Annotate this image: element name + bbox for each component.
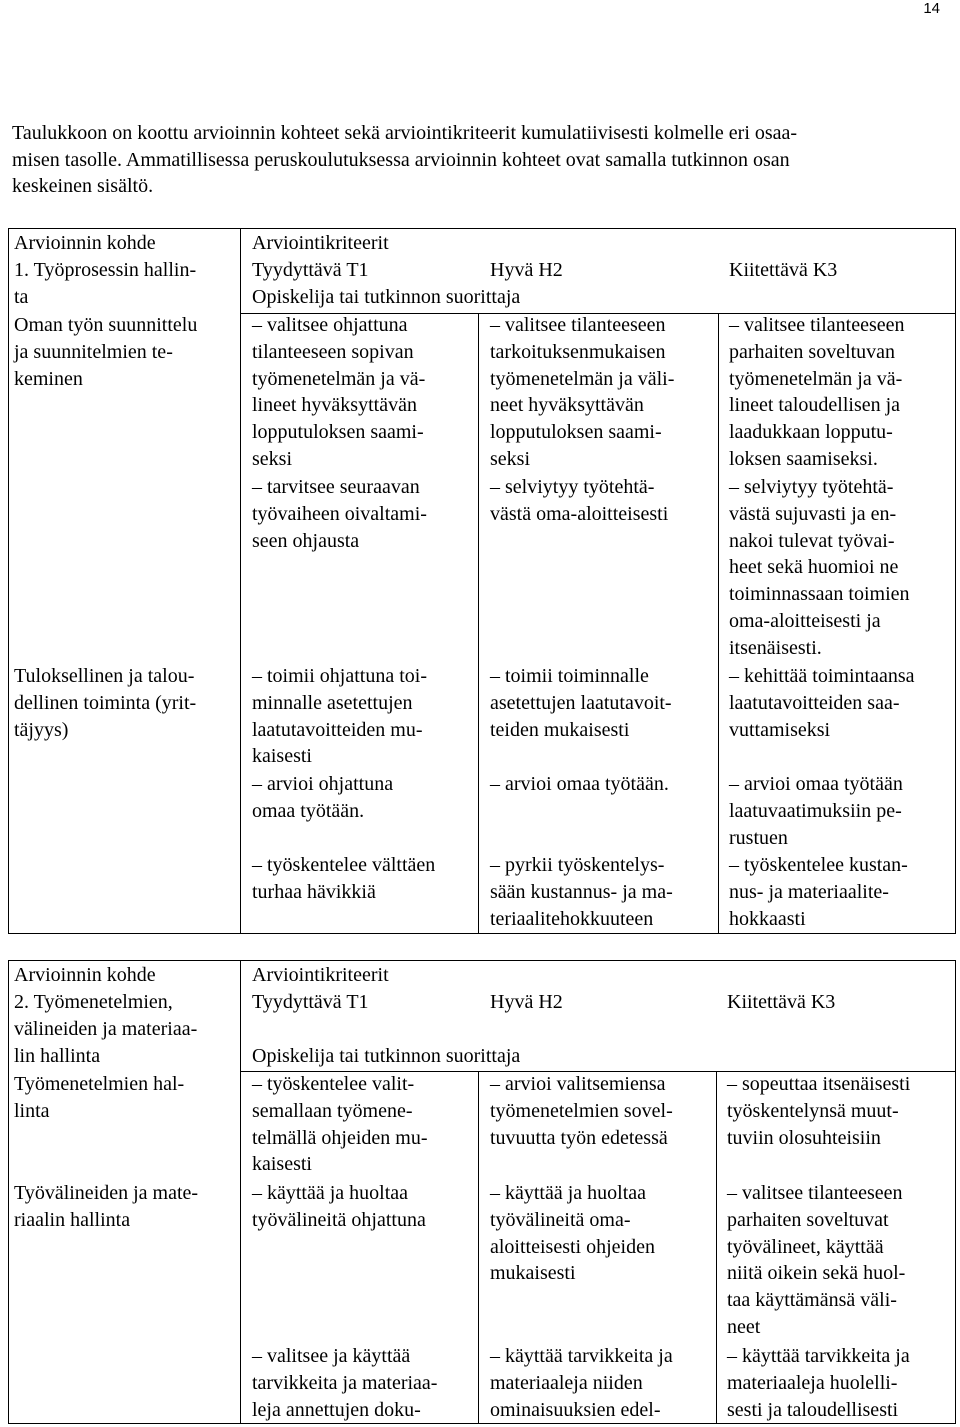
criterion-h2	[490, 771, 669, 798]
subject-label: Opiskelija tai tutkinnon suorittaja	[252, 1045, 521, 1067]
criterion-k3	[729, 852, 908, 932]
target-line: ja suunnitelmien te-	[14, 340, 173, 363]
criterion-t1	[252, 1343, 437, 1423]
criterion-line: – sopeuttaa itsenäisesti	[727, 1073, 911, 1095]
target-line: keminen	[14, 367, 83, 390]
criterion-k3	[727, 1071, 910, 1151]
criterion-line: oma-aloitteisesti ja	[729, 609, 881, 632]
criterion-line: tarvikkeita ja materiaa-	[252, 1371, 438, 1394]
criterion-line: lineet taloudellisen ja	[729, 394, 901, 417]
criterion-line: seen ohjausta	[252, 529, 360, 552]
criterion-h2	[490, 1343, 673, 1423]
criterion-line: – toimii ohjattuna toi-	[252, 665, 427, 687]
target-line: Työmenetelmien hal-	[14, 1073, 185, 1095]
header-arvioinnin-kohde: Arvioinnin kohde	[14, 964, 156, 986]
level-t1: Tyydyttävä T1	[252, 991, 369, 1013]
criterion-line: – valitsee ja käyttää	[252, 1345, 411, 1367]
criterion-line: laatuvaatimuksiin pe-	[729, 799, 902, 822]
criterion-line: – pyrkii työskentelys-	[490, 854, 665, 876]
assessment-target	[14, 1071, 184, 1125]
criterion-line: parhaiten soveltuvat	[727, 1208, 889, 1231]
level-k3: Kiitettävä K3	[727, 991, 836, 1013]
intro-line: Taulukkoon on koottu arvioinnin kohteet sekä arviointikriteerit kumulatiivisesti kolmelle eri osaa-	[12, 122, 798, 144]
criterion-line: – arvioi omaa työtään.	[490, 773, 669, 795]
section-title-line: 1. Työprosessin hallin-	[14, 259, 197, 281]
header-arviointikriteerit: Arviointikriteerit	[252, 232, 389, 254]
criterion-line: parhaiten soveltuvan	[729, 340, 896, 363]
criterion-line: kaisesti	[252, 745, 312, 768]
criterion-line: loksen saamiseksi.	[729, 447, 878, 470]
criterion-line: minnalle asetettujen	[252, 691, 413, 714]
section-title-line: välineiden ja materiaa-	[14, 1017, 198, 1040]
criterion-line: – selviytyy työtehtä-	[729, 476, 894, 498]
criterion-line: taa käyttämänsä väli-	[727, 1289, 897, 1312]
criterion-t1	[252, 771, 393, 825]
criterion-h2	[490, 663, 672, 743]
criterion-line: tuviin olosuhteisiin	[727, 1126, 881, 1149]
criterion-t1	[252, 852, 435, 906]
criterion-line: materiaaleja huolelli-	[727, 1371, 898, 1394]
criterion-line: työvälineitä oma-	[490, 1208, 631, 1231]
target-line: täjyys)	[14, 718, 69, 741]
criterion-t1	[252, 663, 427, 770]
criterion-line: – työskentelee valit-	[252, 1073, 415, 1095]
criterion-h2	[490, 474, 668, 528]
criterion-t1	[252, 1071, 428, 1178]
criterion-line: telmällä ohjeiden mu-	[252, 1126, 428, 1149]
criterion-line: asetettujen laatutavoit-	[490, 691, 672, 714]
intro-paragraph	[12, 120, 952, 200]
criterion-line: – arvioi ohjattuna	[252, 773, 394, 795]
criterion-k3	[727, 1180, 905, 1341]
criterion-line: työvaiheen oivaltami-	[252, 502, 427, 525]
criterion-line: – käyttää tarvikkeita ja	[727, 1345, 910, 1367]
criterion-line: työvälineitä ohjattuna	[252, 1208, 426, 1231]
criterion-line: – valitsee tilanteeseen	[729, 314, 905, 336]
criterion-line: turhaa hävikkiä	[252, 880, 376, 903]
target-line: Tuloksellinen ja talou-	[14, 665, 195, 687]
criterion-line: västä sujuvasti ja en-	[729, 502, 897, 525]
criterion-line: – käyttää ja huoltaa	[252, 1182, 409, 1204]
criterion-line: työvälineet, käyttää	[727, 1235, 884, 1258]
criterion-line: työskentelynsä muut-	[727, 1099, 899, 1122]
section-title	[14, 257, 196, 311]
criterion-line: työmenetelmän ja vä-	[729, 367, 903, 390]
criterion-line: työmenetelmän ja vä-	[252, 367, 426, 390]
intro-line: misen tasolle. Ammatillisessa peruskoulutuksessa arvioinnin kohteet ovat samalla tutkinnon osan	[12, 148, 790, 171]
criterion-line: seksi	[490, 447, 530, 470]
criterion-t1	[252, 1180, 426, 1234]
criterion-line: tuvuutta työn edetessä	[490, 1126, 668, 1149]
criterion-line: aloitteisesti ohjeiden	[490, 1235, 655, 1258]
criterion-line: sesti ja taloudellisesti	[727, 1398, 899, 1421]
criterion-line: rustuen	[729, 826, 788, 849]
criterion-line: lopputuloksen saami-	[252, 421, 424, 444]
criterion-line: leja annettujen doku-	[252, 1398, 421, 1421]
criterion-line: nakoi tulevat työvai-	[729, 529, 895, 552]
criterion-line: – valitsee tilanteeseen	[490, 314, 666, 336]
criterion-line: – valitsee ohjattuna	[252, 314, 408, 336]
criterion-line: västä oma-aloitteisesti	[490, 502, 669, 525]
criterion-h2	[490, 1180, 655, 1287]
target-line: linta	[14, 1099, 50, 1122]
criterion-k3	[729, 474, 910, 662]
criterion-line: niitä oikein sekä huol-	[727, 1262, 906, 1285]
criterion-line: lineet hyväksyttävän	[252, 394, 417, 417]
criterion-line: seksi	[252, 447, 292, 470]
criterion-line: – valitsee tilanteeseen	[727, 1182, 903, 1204]
criterion-h2	[490, 312, 674, 473]
criterion-line: – toimii toiminnalle	[490, 665, 649, 687]
level-h2: Hyvä H2	[490, 991, 563, 1013]
section-title	[14, 989, 197, 1069]
criterion-h2	[490, 852, 673, 932]
criterion-line: nus- ja materiaalite-	[729, 880, 889, 903]
criterion-line: laatutavoitteiden saa-	[729, 691, 900, 714]
section-title-line: lin hallinta	[14, 1044, 101, 1067]
target-line: riaalin hallinta	[14, 1208, 131, 1231]
criterion-line: – työskentelee kustan-	[729, 854, 908, 876]
criterion-line: semallaan työmene-	[252, 1099, 413, 1122]
level-k3: Kiitettävä K3	[729, 259, 838, 281]
criterion-line: – työskentelee välttäen	[252, 854, 436, 876]
criterion-line: tilanteeseen sopivan	[252, 340, 414, 363]
criterion-line: – käyttää tarvikkeita ja	[490, 1345, 673, 1367]
criterion-line: – kehittää toimintaansa	[729, 665, 915, 687]
criterion-k3	[729, 663, 915, 743]
criterion-line: teiden mukaisesti	[490, 718, 630, 741]
criterion-line: materiaaleja niiden	[490, 1371, 643, 1394]
criterion-h2	[490, 1071, 673, 1151]
criterion-line: tarkoituksenmukaisen	[490, 340, 666, 363]
criterion-line: hokkaasti	[729, 907, 806, 930]
criterion-line: mukaisesti	[490, 1262, 576, 1285]
criterion-line: teriaalitehokkuuteen	[490, 907, 654, 930]
criterion-line: sään kustannus- ja ma-	[490, 880, 673, 903]
criterion-line: lopputuloksen saami-	[490, 421, 662, 444]
criterion-line: omaa työtään.	[252, 799, 365, 822]
criterion-line: – arvioi omaa työtään	[729, 773, 903, 795]
criterion-line: itsenäisesti.	[729, 636, 822, 659]
page-number: 14	[923, 0, 940, 17]
criterion-line: heet sekä huomioi ne	[729, 556, 899, 579]
subject-label: Opiskelija tai tutkinnon suorittaja	[252, 286, 521, 308]
assessment-target	[14, 312, 197, 392]
criterion-line: toiminnassaan toimien	[729, 583, 910, 606]
header-arvioinnin-kohde: Arvioinnin kohde	[14, 232, 156, 254]
criterion-line: työmenetelmien sovel-	[490, 1099, 673, 1122]
criterion-line: – käyttää ja huoltaa	[490, 1182, 647, 1204]
target-line: dellinen toiminta (yrit-	[14, 691, 197, 714]
criterion-line: – selviytyy työtehtä-	[490, 476, 655, 498]
criterion-t1	[252, 474, 427, 554]
criterion-line: ominaisuuksien edel-	[490, 1398, 661, 1421]
criterion-k3	[729, 771, 903, 851]
level-t1: Tyydyttävä T1	[252, 259, 369, 281]
criterion-line: laatutavoitteiden mu-	[252, 718, 423, 741]
target-line: Oman työn suunnittelu	[14, 314, 198, 336]
assessment-target	[14, 663, 196, 743]
criterion-line: – tarvitsee seuraavan	[252, 476, 420, 498]
criterion-k3	[729, 312, 904, 473]
criterion-line: työmenetelmän ja väli-	[490, 367, 675, 390]
criterion-line: laadukkaan lopputu-	[729, 421, 893, 444]
criterion-line: vuttamiseksi	[729, 718, 831, 741]
target-line: Työvälineiden ja mate-	[14, 1182, 199, 1204]
criterion-k3	[727, 1343, 910, 1423]
section-title-line: ta	[14, 285, 29, 308]
criterion-line: – arvioi valitsemiensa	[490, 1073, 666, 1095]
header-arviointikriteerit: Arviointikriteerit	[252, 964, 389, 986]
level-h2: Hyvä H2	[490, 259, 563, 281]
section-title-line: 2. Työmenetelmien,	[14, 991, 173, 1013]
criterion-t1	[252, 312, 425, 473]
criterion-line: neet hyväksyttävän	[490, 394, 644, 417]
assessment-target	[14, 1180, 198, 1234]
criterion-line: neet	[727, 1315, 761, 1338]
criterion-line: kaisesti	[252, 1153, 312, 1176]
intro-line: keskeinen sisältö.	[12, 175, 154, 197]
